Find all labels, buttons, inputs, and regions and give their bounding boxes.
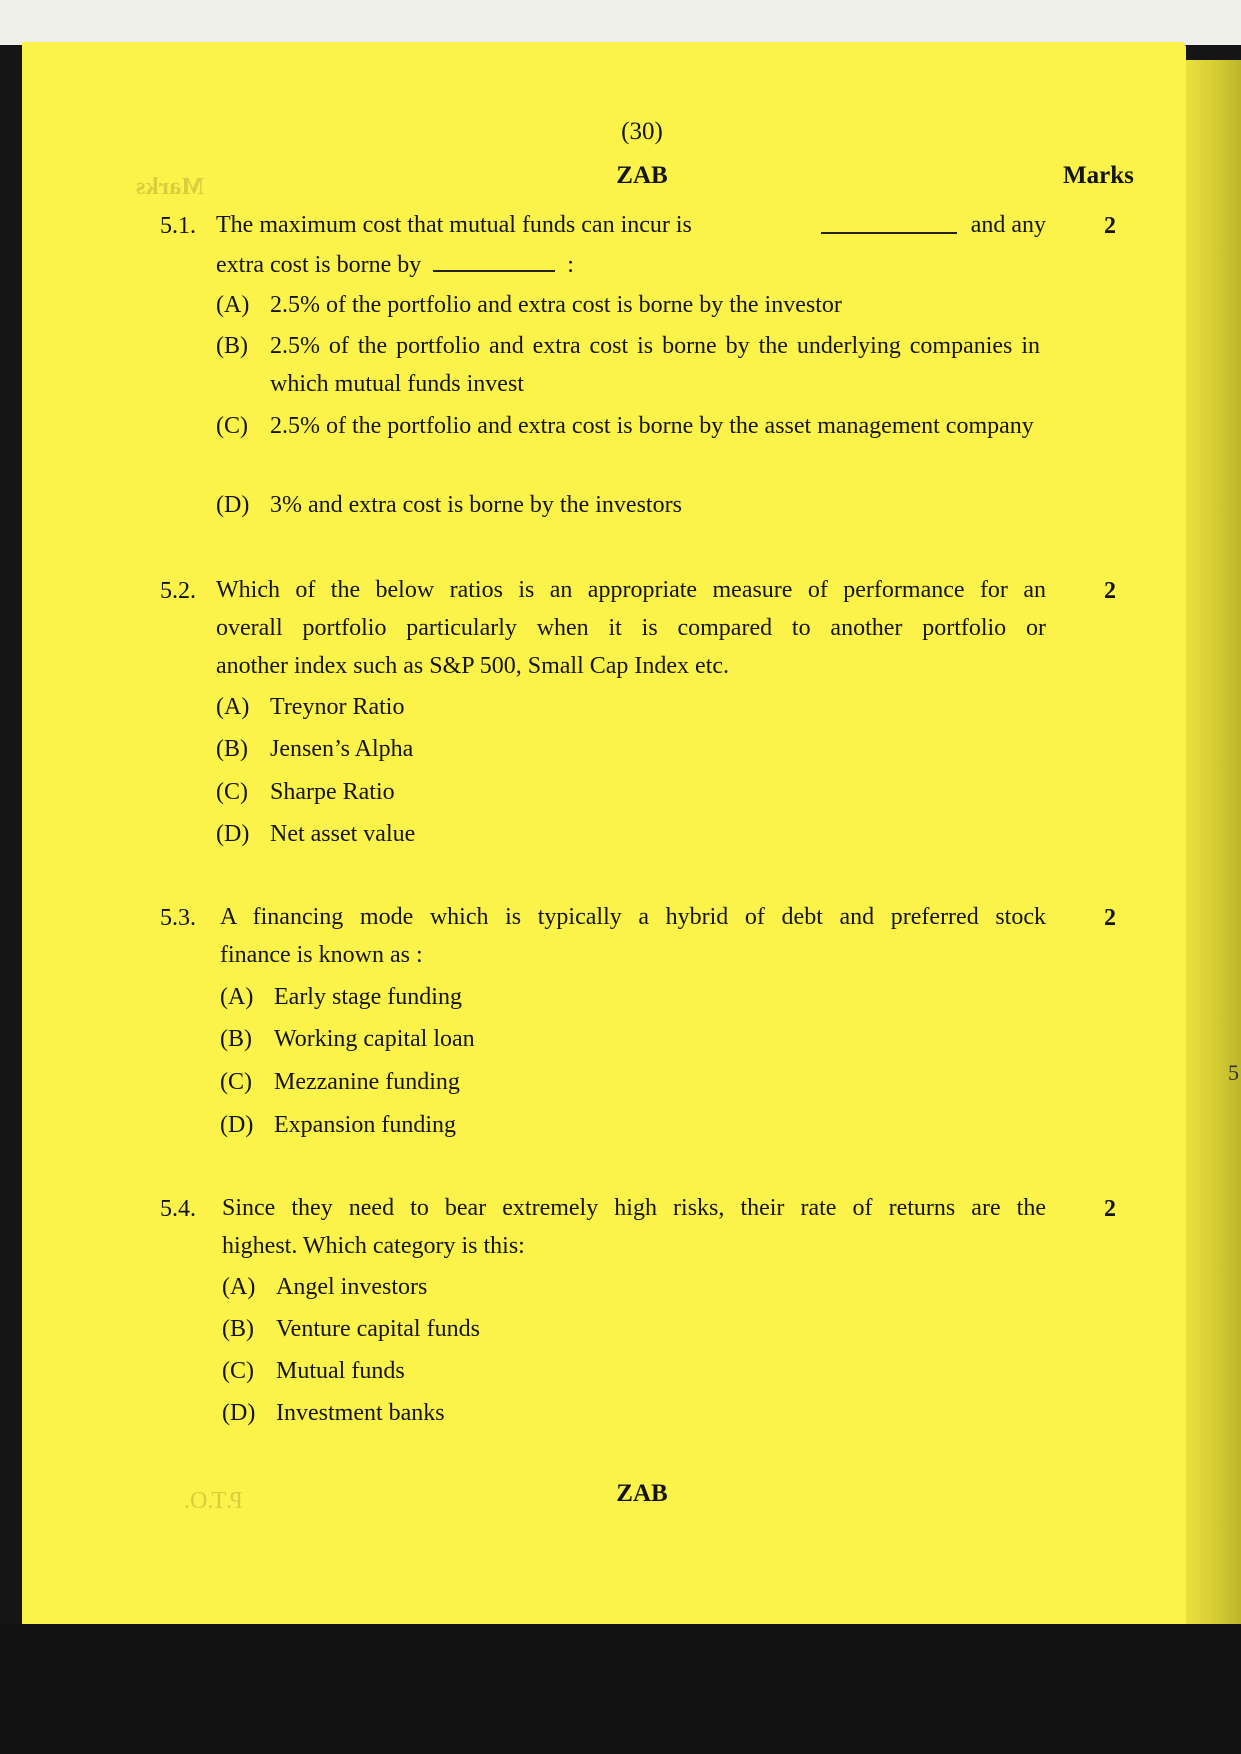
option-label: (A) <box>216 694 250 720</box>
option-label: (C) <box>216 779 248 805</box>
option-text: Mutual funds <box>276 1358 405 1384</box>
pto-show-through: P.T.O. <box>184 1488 243 1514</box>
option-label: (C) <box>220 1069 252 1095</box>
option-label: (D) <box>216 492 250 518</box>
option-text: Working capital loan <box>274 1026 475 1052</box>
option-text: Mezzanine funding <box>274 1069 460 1095</box>
question-text-line-1 <box>216 206 1046 244</box>
question-text-line-2: highest. Which category is this: <box>222 1233 525 1259</box>
question-text-line-3: another index such as S&P 500, Small Cap Index etc. <box>216 653 730 679</box>
option-label: (C) <box>222 1358 254 1384</box>
scanner-background-top <box>0 0 1241 45</box>
fill-in-blank-2 <box>433 244 555 272</box>
question-text-line-1: Which of the below ratios is an appropriate measure of performance for an <box>216 577 1046 603</box>
option-text: 2.5% of the portfolio and extra cost is borne by the asset management company <box>270 413 1034 439</box>
option-label: (C) <box>216 413 248 439</box>
option-text: Investment banks <box>276 1400 445 1426</box>
question-marks: 2 <box>1104 1196 1116 1222</box>
option-label: (D) <box>216 821 250 847</box>
option-text: Sharpe Ratio <box>270 779 395 805</box>
option-text: Net asset value <box>270 821 416 847</box>
option-label: (B) <box>216 736 248 762</box>
question-number: 5.2. <box>160 578 196 604</box>
option-label: (A) <box>222 1274 256 1300</box>
scanner-background-bottom <box>0 1624 1241 1754</box>
question-marks: 2 <box>1104 578 1116 604</box>
fill-in-blank-1 <box>821 206 957 234</box>
question-number: 5.1. <box>160 213 196 239</box>
option-label: (A) <box>216 292 250 318</box>
question-marks: 2 <box>1104 905 1116 931</box>
series-code-header: ZAB <box>616 162 668 189</box>
question-text-line-2 <box>216 244 574 284</box>
question-text-part: extra cost is borne by <box>216 252 422 278</box>
option-b <box>216 327 1046 407</box>
option-label: (A) <box>220 984 254 1010</box>
marks-column-header: Marks <box>1063 162 1134 189</box>
adjacent-page-number: 5 <box>1228 1060 1239 1085</box>
question-text-part: : <box>567 252 574 278</box>
option-text: Treynor Ratio <box>270 694 405 720</box>
page-number: (30) <box>621 118 663 145</box>
series-code-footer: ZAB <box>616 1480 668 1507</box>
option-text: Expansion funding <box>274 1112 456 1138</box>
question-text-part: and any <box>970 212 1046 238</box>
option-text: Jensen’s Alpha <box>270 736 414 762</box>
option-label: (D) <box>220 1112 254 1138</box>
question-text-part: The maximum cost that mutual funds can incur is <box>216 212 692 238</box>
option-text: Early stage funding <box>274 984 462 1010</box>
page-edge-shadow <box>1186 60 1241 1624</box>
question-text-line-2: overall portfolio particularly when it is compared to another portfolio or <box>216 615 1046 641</box>
option-label: (D) <box>222 1400 256 1426</box>
question-marks: 2 <box>1104 213 1116 239</box>
question-number: 5.3. <box>160 905 196 931</box>
option-label: (B) <box>222 1316 254 1342</box>
question-text-line-1: A financing mode which is typically a hybrid of debt and preferred stock <box>220 904 1046 930</box>
exam-page <box>22 42 1186 1624</box>
question-number: 5.4. <box>160 1196 196 1222</box>
option-text: Venture capital funds <box>276 1316 480 1342</box>
question-text-tail <box>821 206 1046 244</box>
option-label: (B) <box>220 1026 252 1052</box>
show-through-marks-decoration: Marks <box>136 174 204 200</box>
option-c <box>216 407 1046 487</box>
question-text-line-1: Since they need to bear extremely high risks, their rate of returns are the <box>222 1195 1046 1221</box>
option-label: (B) <box>216 333 248 359</box>
question-text-line-2: finance is known as : <box>220 942 423 968</box>
option-text: 2.5% of the portfolio and extra cost is borne by the investor <box>270 292 842 318</box>
option-text: 3% and extra cost is borne by the investors <box>270 492 682 518</box>
option-text: Angel investors <box>276 1274 428 1300</box>
option-text: 2.5% of the portfolio and extra cost is borne by the underlying companies in which mutual funds invest <box>270 333 1040 397</box>
